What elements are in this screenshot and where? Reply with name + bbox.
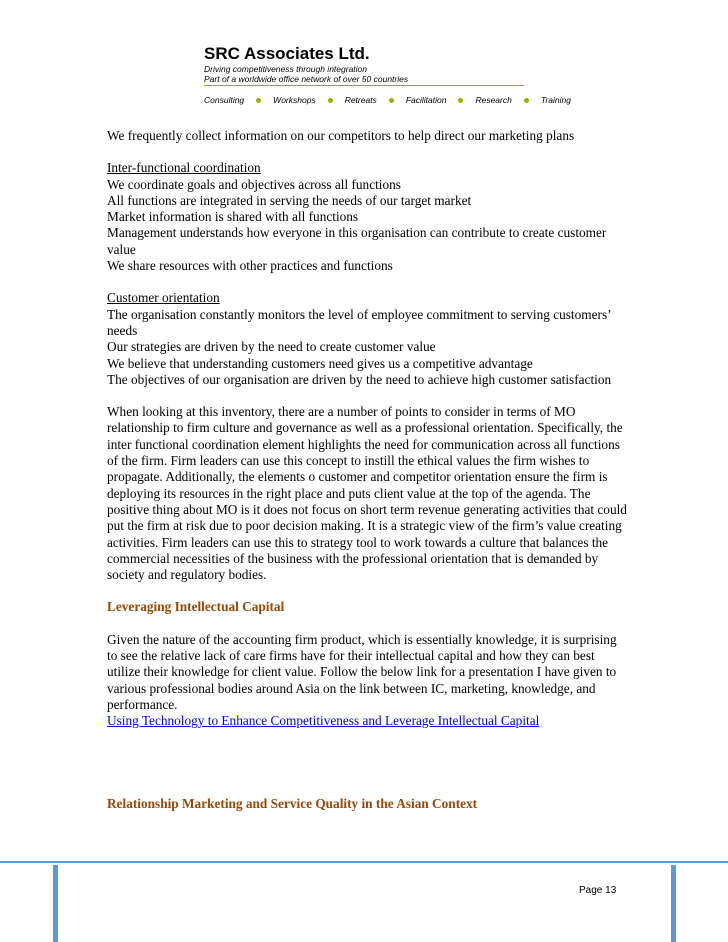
letterhead-rule — [204, 85, 524, 86]
list-item: Management understands how everyone in this organisation can contribute to create customer value — [107, 225, 607, 257]
footer-border-right — [671, 865, 676, 942]
service-item: Workshops — [273, 95, 316, 105]
service-item: Training — [540, 95, 571, 105]
tagline-primary: Driving competitiveness through integration — [204, 64, 368, 74]
letterhead — [204, 44, 571, 105]
bullet-dot-icon — [524, 98, 529, 103]
page-number: Page 13 — [579, 885, 617, 896]
customer-orientation-heading: Customer orientation — [107, 290, 220, 306]
list-item: The objectives of our organisation are driven by the need to achieve high customer satisfaction — [107, 371, 612, 387]
list-item: The organisation constantly monitors the level of employee commitment to serving customers’ needs — [107, 306, 611, 338]
service-item: Facilitation — [405, 95, 447, 105]
service-item: Retreats — [344, 95, 377, 105]
bullet-dot-icon — [389, 98, 394, 103]
intro-line: We frequently collect information on our competitors to help direct our marketing plans — [107, 128, 575, 143]
list-item: Market information is shared with all functions — [107, 209, 359, 225]
document-body — [107, 128, 627, 812]
services-list — [204, 94, 571, 106]
company-name: SRC Associates Ltd. — [204, 44, 370, 63]
section-heading-intellectual-capital: Leveraging Intellectual Capital — [107, 599, 285, 615]
list-item: We coordinate goals and objectives across all functions — [107, 176, 401, 192]
footer-border-left — [53, 865, 58, 942]
list-item: Our strategies are driven by the need to create customer value — [107, 339, 436, 355]
bullet-dot-icon — [328, 98, 333, 103]
section-heading-relationship-marketing: Relationship Marketing and Service Quality in the Asian Context — [107, 795, 478, 811]
intellectual-capital-paragraph: Given the nature of the accounting firm product, which is essentially knowledge, it is surprising to see the relative lack of care firms have for their intellectual capital and how they can best utilize their knowledge for client value. Follow the below link for a presentation I have given to various professional bodies around Asia on the link between IC, marketing, knowledge, and performance. — [107, 631, 617, 712]
service-item: Research — [475, 95, 512, 105]
list-item: All functions are integrated in serving the needs of our target market — [107, 192, 472, 208]
presentation-link[interactable]: Using Technology to Enhance Competitiveness and Leverage Intellectual Capital — [107, 713, 540, 729]
bullet-dot-icon — [458, 98, 463, 103]
service-item: Consulting — [204, 95, 245, 105]
footer-divider — [0, 861, 728, 863]
interfunctional-heading: Inter-functional coordination — [107, 160, 261, 176]
tagline-secondary: Part of a worldwide office network of over 50 countries — [204, 74, 409, 84]
bullet-dot-icon — [256, 98, 261, 103]
list-item: We believe that understanding customers need gives us a competitive advantage — [107, 355, 533, 371]
list-item: We share resources with other practices and functions — [107, 258, 393, 274]
inventory-paragraph: When looking at this inventory, there are a number of points to consider in terms of MO relationship to firm culture and governance as well as a professional orientation. Specifically, the inter functional coordination element highlights the need for communication across all functions of the firm. Firm leaders can use this concept to instill the ethical values the firm wishes to propagate. Additionally, the elements o customer and competitor orientation ensure the firm is deploying its resources in the right place and puts client value at the top of the agenda. The positive thing about MO is it does not focus on short term revenue generating activities that could put the firm at risk due to poor decision making. It is a strategic view of the firm’s value creating activities. Firm leaders can use this to strategy tool to work towards a culture that balances the commercial necessities of the business with the professional orientation that is demanded by society and regulatory bodies. — [107, 404, 627, 583]
